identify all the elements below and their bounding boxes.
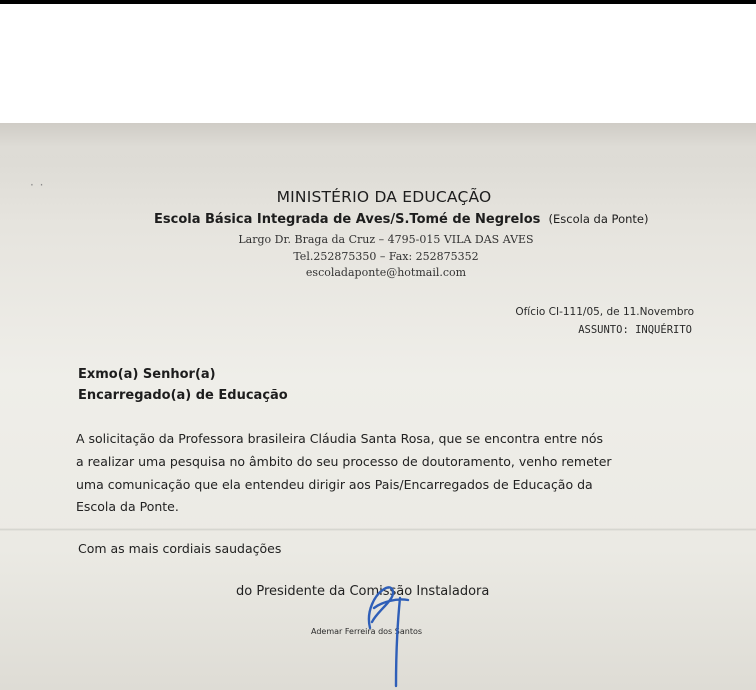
salutation-line-2: Encarregado(a) de Educação [78, 388, 288, 403]
school-phone: Tel.252875350 – Fax: 252875352 [293, 250, 479, 263]
school-name: Escola Básica Integrada de Aves/S.Tomé de Negrelos [154, 212, 541, 227]
school-address: Largo Dr. Braga da Cruz – 4795-015 VILA DAS AVES [238, 233, 534, 246]
body-line: a realizar uma pesquisa no âmbito do seu processo de doutoramento, venho remeter [76, 454, 612, 469]
paper-fold-line [0, 528, 756, 531]
salutation-line-1: Exmo(a) Senhor(a) [78, 367, 216, 382]
body-line: Escola da Ponte. [76, 499, 179, 514]
oficio-reference: Ofício CI-111/05, de 11.Novembro [515, 306, 694, 318]
sender-role: do Presidente da Comissão Instaladora [236, 584, 490, 599]
school-line [154, 212, 648, 227]
ministry-title: MINISTÉRIO DA EDUCAÇÃO [276, 188, 492, 206]
handwritten-signature [356, 578, 416, 690]
school-alias: (Escola da Ponte) [548, 212, 649, 226]
closing-line: Com as mais cordiais saudações [78, 541, 282, 556]
signatory-name: Ademar Ferreira dos Santos [311, 627, 423, 636]
body-line: uma comunicação que ela entendeu dirigir aos Pais/Encarregados de Educação da [76, 477, 593, 492]
body-line: A solicitação da Professora brasileira Cláudia Santa Rosa, que se encontra entre nós [76, 431, 604, 446]
paper-top-edge [0, 123, 756, 163]
subject-line: ASSUNTO: INQUÉRITO [578, 324, 692, 336]
letter-photo [0, 123, 756, 690]
corner-mark: · · [30, 178, 45, 192]
school-email: escoladaponte@hotmail.com [305, 266, 467, 279]
top-rule [0, 0, 756, 4]
